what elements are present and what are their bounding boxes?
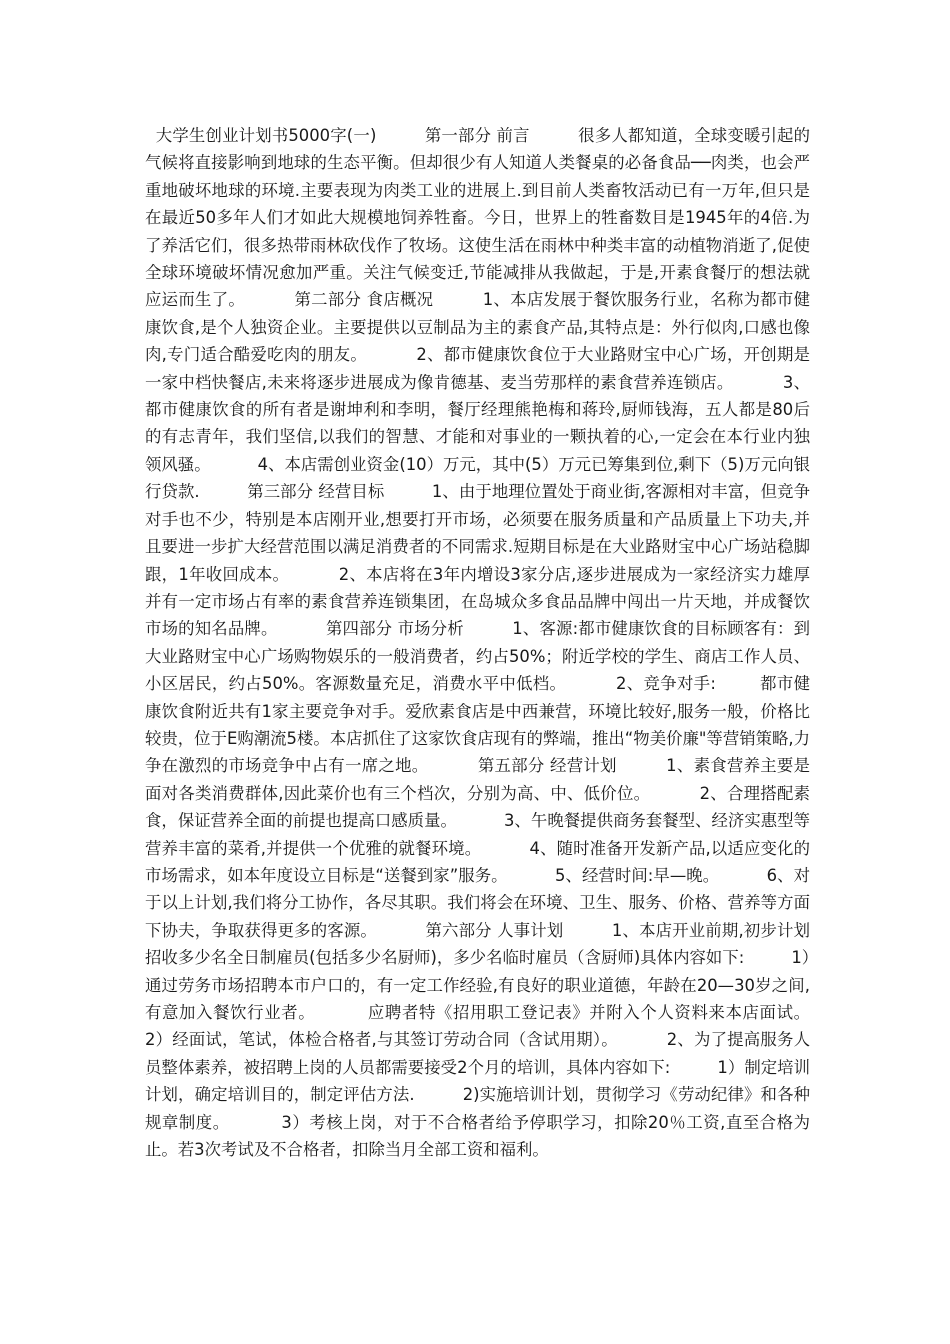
paragraph: 大学生创业计划书5000字(一) 第一部分 前言 很多人都知道，全球变暖引起的气候将直接影响到地球的生态平衡。但却很少有人知道人类餐桌的必备食品──肉类，也会严重地破坏地球的环境.主要表现为肉类工业的进展上.到目前人类畜牧活动已有一万年,但只是在最近50多年人们才如此大规模地饲养牲畜。今日，世界上的牲畜数目是1945年的4倍.为了养活它们，很多热带雨林砍伐作了牧场。这使生活在雨林中种类丰富的动植物消逝了,促使全球环境破坏情况愈加严重。关注气候变迁,节能减排从我做起，于是,开素食餐厅的想法就应运而生了。 第二部分 食店概况 1、本店发展于餐饮服务行业，名称为都市健康饮食,是个人独资企业。主要提供以豆制品为主的素食产品,其特点是：外行似肉,口感也像肉,专门适合酷爱吃肉的朋友。 2、都市健康饮食位于大业路财宝中心广场，开创期是一家中档快餐店,未来将逐步进展成为像肯德基、麦当劳那样的素食营养连锁店。 3、都市健康饮食的所有者是谢坤利和李明，餐厅经理熊艳梅和蒋玲,厨师钱海，五人都是80后的有志青年，我们坚信,以我们的智慧、才能和对事业的一颗执着的心,一定会在本行业内独领风骚。 4、本店需创业资金(10）万元，其中(5）万元已筹集到位,剩下（5)万元向银行贷款. 第三部分 经营目标 1、由于地理位置处于商业街,客源相对丰富，但竞争对手也不少，特别是本店刚开业,想要打开市场，必须要在服务质量和产品质量上下功夫,并且要进一步扩大经营范围以满足消费者的不同需求.短期目标是在大业路财宝中心广场站稳脚跟，1年收回成本。 2、本店将在3年内增设3家分店,逐步进展成为一家经济实力雄厚并有一定市场占有率的素食营养连锁集团，在岛城众多食品品牌中闯出一片天地，并成餐饮市场的知名品牌。 第四部分 市场分析 1、客源:都市健康饮食的目标顾客有：到大业路财宝中心广场购物娱乐的一般消费者，约占50%；附近学校的学生、商店工作人员、小区居民，约占50%。客源数量充足，消费水平中低档。 2、竞争对手: 都市健康饮食附近共有1家主要竞争对手。爱欣素食店是中西兼营，环境比较好,服务一般，价格比较贵，位于E购潮流5楼。本店抓住了这家饮食店现有的弊端，推出“物美价廉"等营销策略,力争在激烈的市场竞争中占有一席之地。 第五部分 经营计划 1、素食营养主要是面对各类消费群体,因此菜价也有三个档次，分别为高、中、低价位。 2、合理搭配素食，保证营养全面的前提也提高口感质量。 3、午晚餐提供商务套餐型、经济实惠型等营养丰富的菜肴,并提供一个优雅的就餐环境。 4、随时准备开发新产品,以适应变化的市场需求，如本年度设立目标是“送餐到家”服务。 5、经营时间:早—晚。 6、对于以上计划,我们将分工协作，各尽其职。我们将会在环境、卫生、服务、价格、营养等方面下协夫，争取获得更多的客源。 第六部分 人事计划 1、本店开业前期,初步计划招收多少名全日制雇员(包括多少名厨师)，多少名临时雇员（含厨师)具体内容如下: 1）通过劳务市场招聘本市户口的，有一定工作经验,有良好的职业道德，年龄在20—30岁之间,有意加入餐饮行业者。 应聘者特《招用职工登记表》并附入个人资料来本店面试。 2）经面试，笔试，体检合格者,与其签订劳动合同（含试用期）。 2、为了提高服务人员整体素养，被招聘上岗的人员都需要接受2个月的培训，具体内容如下: 1）制定培训计划，确定培训目的，制定评估方法. 2)实施培训计划，贯彻学习《劳动纪律》和各种规章制度。 3）考核上岗，对于不合格者给予停职学习，扣除20％工资,直至合格为止。若3次考试及不合格者，扣除当月全部工资和福利。 — [145, 126, 857, 1160]
document-body — [145, 122, 857, 1163]
